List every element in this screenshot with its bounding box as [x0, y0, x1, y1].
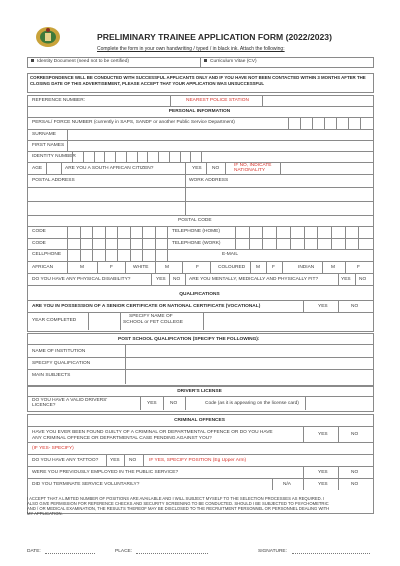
declaration-line1: I ACCEPT THAT A LIMITED NUMBER OF POSITIONS ARE AVAILABLE AND I WILL SUBJECT MYSELF TO THE SELECTION PROCESSES AS REQUIRED. I	[27, 496, 325, 501]
first-names-label: FIRST NAMES	[32, 143, 65, 148]
qualifications-title: QUALIFICATIONS	[179, 292, 220, 297]
citizen-yes[interactable]: YES	[192, 166, 202, 171]
resign-yes[interactable]: YES	[318, 482, 328, 487]
resign-na[interactable]: N/A	[283, 482, 291, 487]
year-completed-label: YEAR COMPLETED	[32, 318, 77, 323]
personal-section-title: PERSONAL INFORMATION	[168, 109, 231, 114]
identity-number-label: IDENTITY NUMBER	[32, 154, 76, 159]
fitness-yes[interactable]: YES	[341, 277, 351, 282]
tattoo-yes[interactable]: YES	[110, 458, 120, 463]
white-f[interactable]: F	[196, 265, 199, 270]
race-coloured-label: COLOURED	[218, 265, 246, 270]
senior-yes[interactable]: YES	[318, 304, 328, 309]
senior-certificate-question: ARE YOU IN POSSESSION OF A SENIOR CERTIFICATE OR NATIONAL CERTIFICATE (VOCATIONAL)	[32, 304, 261, 309]
coloured-m[interactable]: M	[256, 265, 260, 270]
place-label: PLACE:	[115, 549, 133, 554]
african-m[interactable]: M	[80, 265, 84, 270]
reference-number-label: REFERENCE NUMBER:	[32, 98, 86, 103]
criminal-title: CRIMINAL OFFENCES	[174, 418, 225, 423]
tattoo-no[interactable]: NO	[129, 458, 137, 463]
nearest-station-label: NEAREST POLICE STATION	[186, 98, 249, 103]
declaration-line3: AND / OR MEDICAL EXAMINATION, THE RESULTS THEREOF MAY BE DISCLOSED TO THE RECRUITMENT PERSONNEL OR PERSONNEL DEALING WITH	[27, 506, 330, 511]
date-label: DATE:	[27, 549, 41, 554]
postal-address-label: POSTAL ADDRESS	[32, 178, 75, 183]
declaration-line2: ALSO GIVE PERMISSION FOR REFERENCE CHECKS AND SECURITY SCREENING TO BE CONDUCTED. SHOULD I BE SUBJECTED TO PSYCHOMETRIC	[27, 501, 329, 506]
employed-question: WERE YOU PREVIOUSLY EMPLOYED IN THE PUBLIC SERVICE?	[32, 470, 179, 475]
post-school-title: POST SCHOOL QUALIFICATION (SPECIFY THE FOLLOWING):	[118, 337, 260, 342]
school-label-line2: SCHOOL or FET COLLEGE	[123, 320, 183, 325]
race-african-label: AFRICAN	[32, 265, 54, 270]
criminal-question-line2: ANY CRIMINAL OFFENCE OR DEPARTMENTAL CASE PENDING AGAINST YOU?	[32, 436, 212, 441]
indian-m[interactable]: M	[331, 265, 335, 270]
tel-home-label: TELEPHONE (HOME)	[172, 229, 220, 234]
race-white-label: WHITE	[133, 265, 149, 270]
institution-label: NAME OF INSTITUTION	[32, 349, 86, 354]
race-indian-label: INDIAN	[298, 265, 315, 270]
employed-no[interactable]: NO	[351, 470, 359, 475]
email-label: E-MAIL	[222, 252, 238, 257]
license-no[interactable]: NO	[170, 401, 178, 406]
cellphone-label: CELLPHONE	[32, 252, 62, 257]
fitness-question: ARE YOU MENTALLY, MEDICALLY AND PHYSICALLY FIT?	[189, 277, 319, 282]
fitness-no[interactable]: NO	[359, 277, 367, 282]
license-title: DRIVER'S LICENSE	[177, 389, 222, 394]
signature-field[interactable]	[292, 553, 370, 554]
persal-label: PERSAL/ FORCE NUMBER (currently in SAPS, SANDF or another Public Service Department)	[32, 120, 235, 125]
date-field[interactable]	[45, 553, 95, 554]
license-question-line2: LICENCE?	[32, 403, 56, 408]
form-title: PRELIMINARY TRAINEE APPLICATION FORM (2022/2023)	[97, 32, 332, 42]
disability-yes[interactable]: YES	[156, 277, 166, 282]
school-label-line1: SPECIFY NAME OF	[129, 314, 173, 319]
disability-question: DO YOU HAVE ANY PHYSICAL DISABILITY?	[32, 277, 131, 282]
code-label-1: CODE	[32, 229, 46, 234]
citizen-question: ARE YOU A SOUTH AFRICAN CITIZEN?	[65, 166, 154, 171]
tattoo-specify: IF YES, SPECIFY POSITION (Eg Upper Arm)	[149, 458, 247, 463]
coloured-f[interactable]: F	[272, 265, 275, 270]
criminal-no[interactable]: NO	[351, 432, 359, 437]
license-code-text: Code (as it is appearing on the license card)	[205, 401, 299, 406]
if-no-nationality-line2: NATIONALITY	[234, 168, 266, 173]
criminal-yes[interactable]: YES	[318, 432, 328, 437]
tattoo-question: DO YOU HAVE ANY TATTOO?	[32, 458, 99, 463]
signature-label: SIGNATURE:	[258, 549, 287, 554]
employed-yes[interactable]: YES	[318, 470, 328, 475]
resign-question: DID YOU TERMINATE SERVICE VOLUNTARILY?	[32, 482, 140, 487]
specify-qualification-label: SPECIFY QUALIFICATION	[32, 361, 91, 366]
bullet-icon	[204, 59, 207, 62]
white-m[interactable]: M	[165, 265, 169, 270]
criminal-specify: (IF YES- SPECIFY)	[32, 446, 74, 451]
main-subjects-label: MAIN SUBJECTS	[32, 373, 71, 378]
notice-text: CORRESPONDENCE WILL BE CONDUCTED WITH SUCCESSFUL APPLICANTS ONLY AND IF YOU HAVE NOT BEEN CONTACTED WITHIN 3 MONTHS AFTER THE CLOSING DATE OF THIS ADVERTISEMENT, PLEASE ACCEPT THAT YOUR APPLICATION WAS UNSUCCESSFUL	[30, 75, 366, 86]
criminal-question-line1: HAVE YOU EVER BEEN FOUND GUILTY OF A CRIMINAL OR DEPARTMENTAL OFFENCE OR DO YOU HAVE	[32, 430, 273, 435]
if-no-nationality-line1: IF NO, INDICATE	[234, 163, 272, 168]
place-field[interactable]	[136, 553, 208, 554]
disability-no[interactable]: NO	[173, 277, 181, 282]
postal-code-label: POSTAL CODE	[178, 218, 212, 223]
age-label: AGE	[32, 166, 43, 171]
code-label-2: CODE	[32, 241, 46, 246]
african-f[interactable]: F	[110, 265, 113, 270]
resign-no[interactable]: NO	[351, 482, 359, 487]
license-question-line1: DO YOU HAVE A VALID DRIVERS'	[32, 398, 108, 403]
form-subtitle: Complete the form in your own handwriting / typed / in black ink. Attach the following:	[97, 46, 285, 52]
work-address-label: WORK ADDRESS	[189, 178, 229, 183]
tel-work-label: TELEPHONE (WORK)	[172, 241, 221, 246]
declaration-line4: MY APPLICATION.	[27, 511, 63, 516]
attach-id-item: Identity Document (need not to be certified)	[31, 59, 129, 65]
attach-cv-item: Curriculum Vitae (CV)	[204, 59, 257, 65]
surname-label: SURNAME	[32, 132, 56, 137]
citizen-no[interactable]: NO	[212, 166, 220, 171]
license-yes[interactable]: YES	[147, 401, 157, 406]
indian-f[interactable]: F	[357, 265, 360, 270]
coat-of-arms-logo	[35, 26, 61, 48]
bullet-icon	[31, 59, 34, 62]
senior-no[interactable]: NO	[351, 304, 359, 309]
